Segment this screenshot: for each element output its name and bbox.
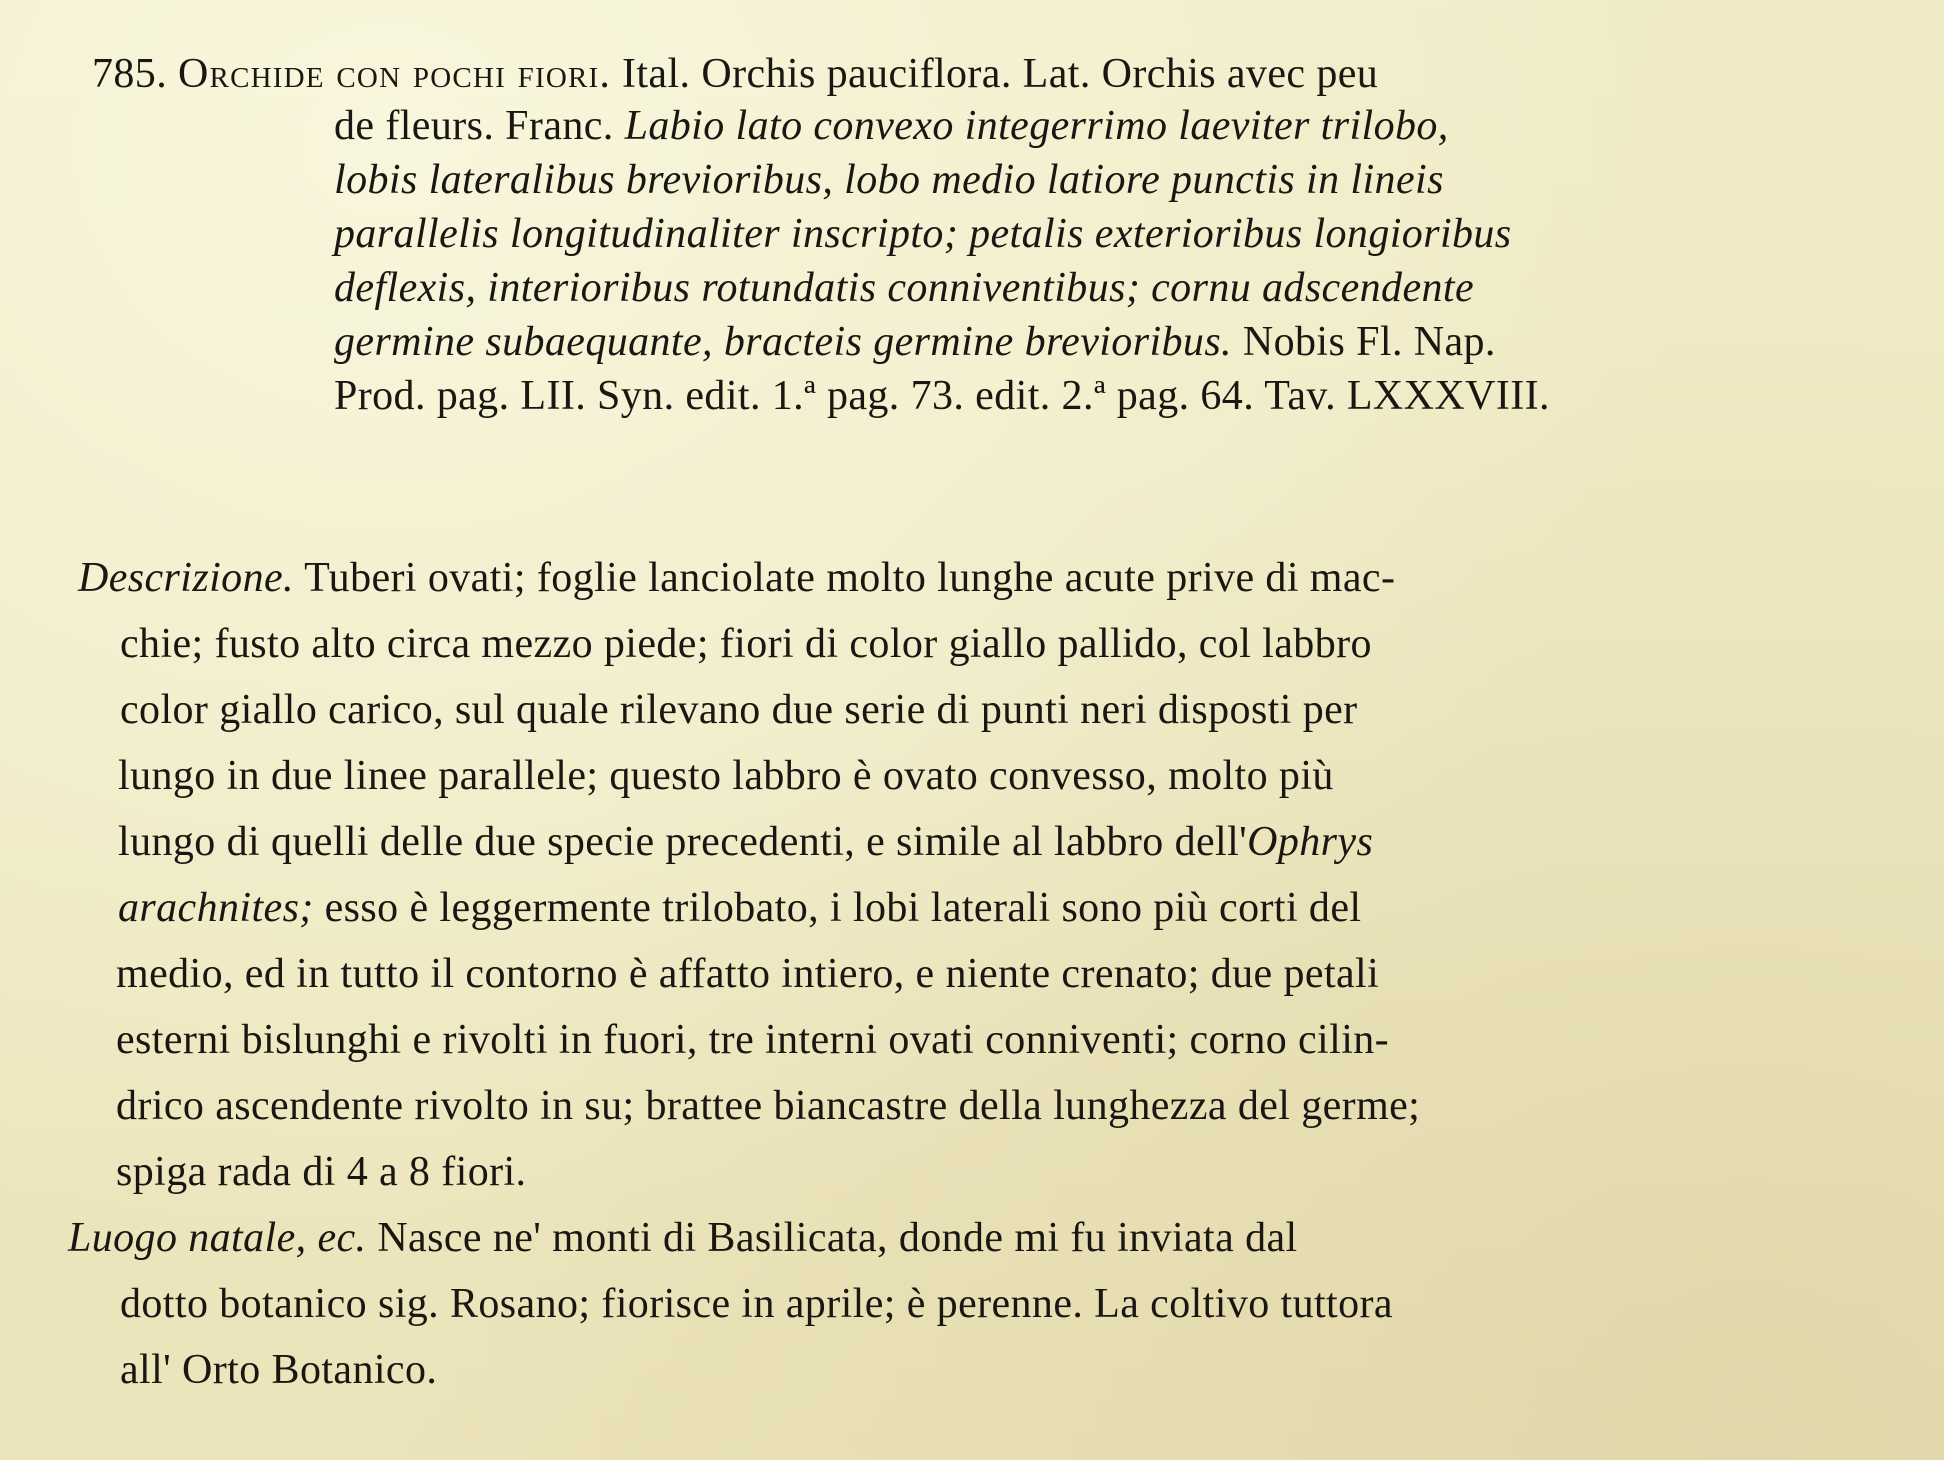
habitat-line-3: all' Orto Botanico.: [120, 1347, 438, 1393]
description-line-6: [118, 882, 1361, 934]
description-text-5: lungo di quelli delle due specie precedenti, e simile al labbro dell': [118, 819, 1248, 865]
description-label: Descrizione.: [78, 555, 294, 601]
diagnosis-line-2: lobis lateralibus brevioribus, lobo medio latiore punctis in lineis: [334, 157, 1444, 203]
description-line-10: spiga rada di 4 a 8 fiori.: [116, 1149, 527, 1195]
entry-heading-line-2: [334, 100, 1449, 152]
italian-name: Orchis pauciflora.: [701, 51, 1012, 97]
habitat-line-2: dotto botanico sig. Rosano; fiorisce in aprile; è perenne. La coltivo tuttora: [120, 1281, 1393, 1327]
species-name-part1: Ophrys: [1247, 819, 1374, 865]
description-line-9: drico ascendente rivolto in su; brattee biancastre della lunghezza del germe;: [116, 1083, 1421, 1129]
description-line-1: [78, 552, 1395, 604]
french-name-part1: Orchis avec peu: [1101, 51, 1379, 97]
italian-prefix: Ital.: [621, 51, 691, 97]
entry-heading-line-1: [92, 48, 1378, 100]
diagnosis-line-5: germine subaequante, bracteis germine brevioribus.: [334, 319, 1232, 365]
diagnosis-line-1: Labio lato convexo integerrimo laeviter trilobo,: [624, 103, 1449, 149]
description-text-1: Tuberi ovati; foglie lanciolate molto lunghe acute prive di mac-: [304, 555, 1396, 601]
reference-part1: Nobis Fl. Nap.: [1242, 319, 1496, 365]
habitat-text-1: Nasce ne' monti di Basilicata, donde mi fu inviata dal: [377, 1215, 1298, 1261]
common-name: Orchide con pochi fiori.: [178, 51, 612, 97]
habitat-line-1: [68, 1212, 1298, 1264]
entry-heading-line-6: [334, 316, 1496, 368]
reference-line-2: Prod. pag. LII. Syn. edit. 1.ª pag. 73. edit. 2.ª pag. 64. Tav. LXXXVIII.: [334, 373, 1550, 419]
habitat-label: Luogo natale, ec.: [68, 1215, 367, 1261]
description-line-7: medio, ed in tutto il contorno è affatto intiero, e niente crenato; due petali: [116, 951, 1380, 997]
latin-prefix: Lat.: [1022, 51, 1091, 97]
description-line-2: chie; fusto alto circa mezzo piede; fiori di color giallo pallido, col labbro: [120, 621, 1372, 667]
diagnosis-line-3: parallelis longitudinaliter inscripto; petalis exterioribus longioribus: [334, 211, 1512, 257]
entry-number: 785.: [92, 51, 168, 97]
description-line-8: esterni bislunghi e rivolti in fuori, tre interni ovati conniventi; corno cilin-: [116, 1017, 1390, 1063]
description-text-6: esso è leggermente trilobato, i lobi laterali sono più corti del: [324, 885, 1362, 931]
species-name-part2: arachnites;: [118, 885, 314, 931]
description-line-4: lungo in due linee parallele; questo labbro è ovato convesso, molto più: [118, 753, 1334, 799]
description-line-5: [118, 816, 1373, 868]
description-line-3: color giallo carico, sul quale rilevano due serie di punti neri disposti per: [120, 687, 1358, 733]
french-name-part2: de fleurs. Franc.: [334, 103, 614, 149]
diagnosis-line-4: deflexis, interioribus rotundatis conniventibus; cornu adscendente: [334, 265, 1474, 311]
